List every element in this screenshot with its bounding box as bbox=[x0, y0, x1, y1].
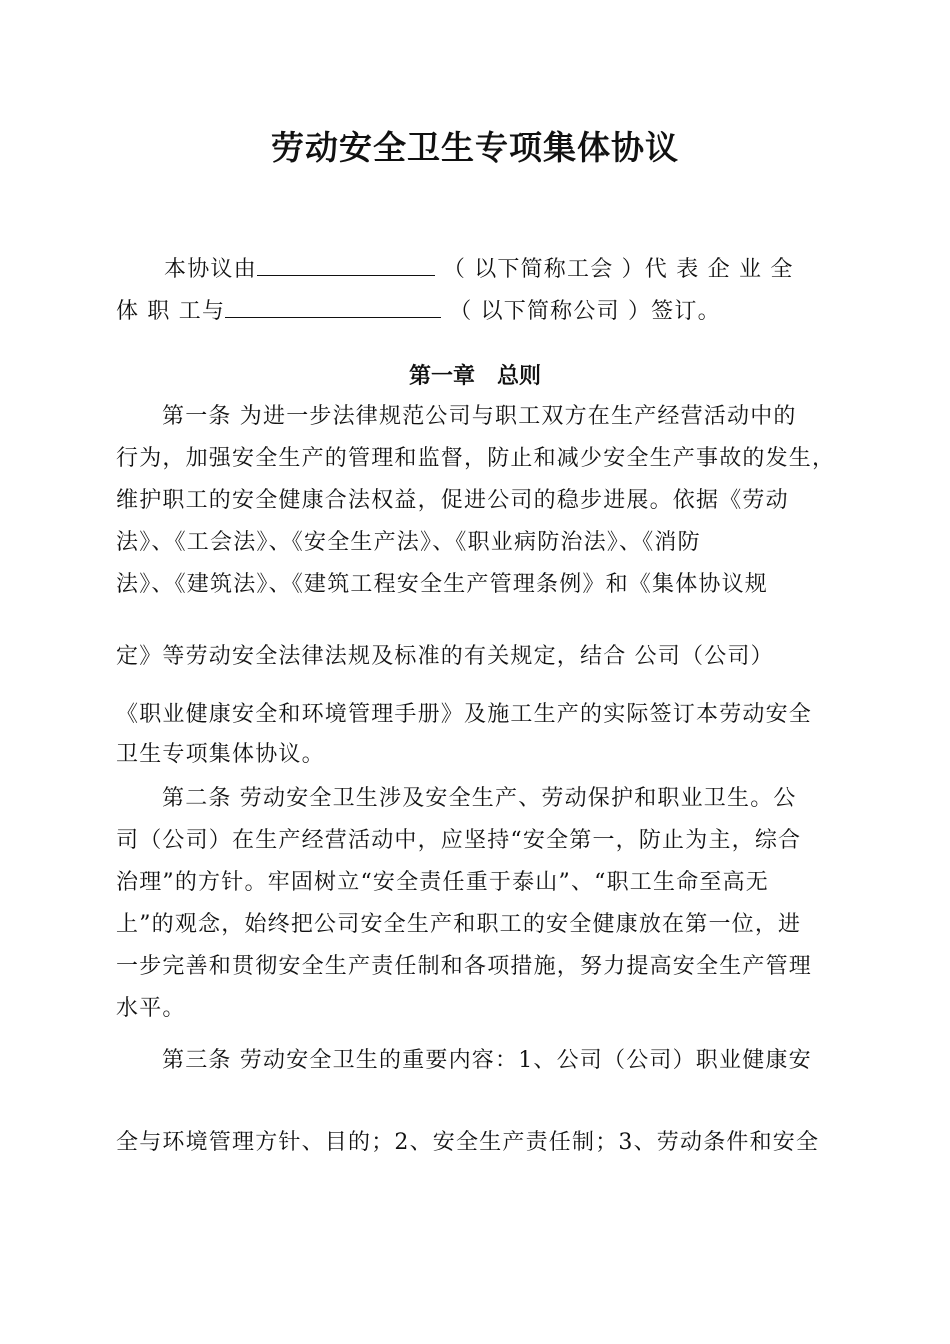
article3-line: 第三条 劳动安全卫生的重要内容：1、公司（公司）职业健康安 bbox=[162, 1048, 812, 1073]
article1-line: 法》、《建筑法》、《建筑工程安全生产管理条例》和《集体协议规 bbox=[116, 572, 769, 597]
intro-line-2 bbox=[116, 295, 721, 327]
article2-line: 上”的观念，始终把公司安全生产和职工的安全健康放在第一位，进 bbox=[116, 912, 802, 937]
intro-text-b: （ 以下简称工会 ）代 表 企 业 全 bbox=[442, 257, 794, 282]
union-name-blank bbox=[257, 253, 435, 276]
article1-line: 第一条 为进一步法律规范公司与职工双方在生产经营活动中的 bbox=[162, 404, 797, 429]
intro-text-c: 体 职 工与 bbox=[116, 299, 226, 324]
article1-line: 卫生专项集体协议。 bbox=[116, 742, 325, 767]
article3-line: 全与环境管理方针、目的；2、安全生产责任制；3、劳动条件和安全 bbox=[116, 1130, 820, 1155]
article2-line: 司（公司）在生产经营活动中，应坚持“安全第一，防止为主，综合 bbox=[116, 828, 802, 853]
article1-line: 《职业健康安全和环境管理手册》及施工生产的实际签订本劳动安全 bbox=[116, 702, 813, 727]
intro-text-d: （ 以下简称公司 ）签订。 bbox=[449, 299, 721, 324]
intro-line-1 bbox=[164, 253, 794, 285]
article1-line: 维护职工的安全健康合法权益，促进公司的稳步进展。依据《劳动 bbox=[116, 488, 789, 513]
article1-line: 法》、《工会法》、《安全生产法》、《职业病防治法》、《消防 bbox=[116, 530, 701, 555]
intro-text-a: 本协议由 bbox=[164, 257, 257, 282]
article2-line: 水平。 bbox=[116, 996, 186, 1021]
article1-line: 行为，加强安全生产的管理和监督，防止和减少安全生产事故的发生， bbox=[116, 446, 836, 471]
document-title: 劳动安全卫生专项集体协议 bbox=[271, 128, 679, 167]
article2-line: 治理”的方针。牢固树立“安全责任重于泰山”、“职工生命至高无 bbox=[116, 870, 769, 895]
chapter-heading: 第一章 总则 bbox=[408, 364, 541, 389]
article2-line: 第二条 劳动安全卫生涉及安全生产、劳动保护和职业卫生。公 bbox=[162, 786, 797, 811]
company-name-blank bbox=[225, 295, 441, 318]
article2-line: 一步完善和贯彻安全生产责任制和各项措施，努力提高安全生产管理 bbox=[116, 954, 813, 979]
article1-line: 定》等劳动安全法律法规及标准的有关规定，结合 公司（公司） bbox=[116, 644, 774, 669]
